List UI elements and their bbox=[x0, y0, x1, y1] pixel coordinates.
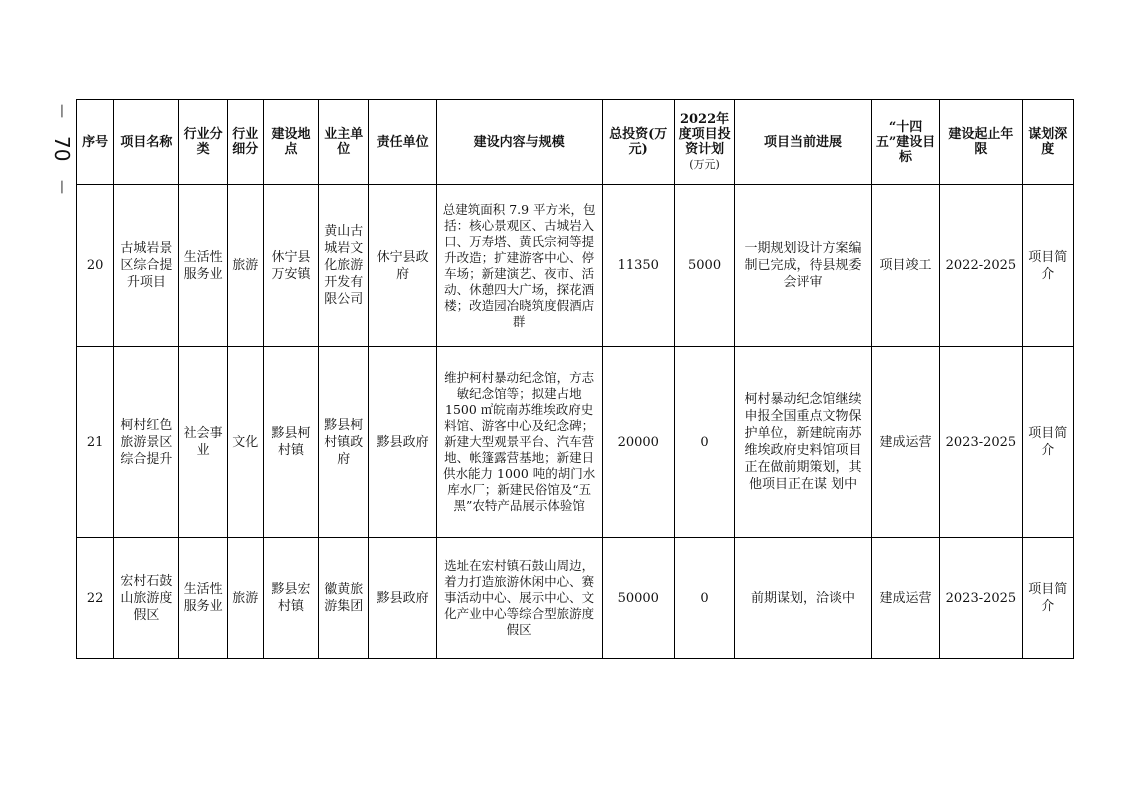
page-number bbox=[44, 104, 80, 194]
header-progress: 项目当前进展 bbox=[735, 100, 872, 185]
header-depth: 谋划深度 bbox=[1022, 100, 1073, 185]
header-seq: 序号 bbox=[77, 100, 114, 185]
header-responsible: 责任单位 bbox=[369, 100, 436, 185]
cell-period: 2023-2025 bbox=[940, 538, 1022, 659]
table-header-row bbox=[77, 100, 1074, 185]
cell-responsible: 黟县政府 bbox=[369, 538, 436, 659]
cell-sub-industry: 旅游 bbox=[227, 538, 263, 659]
cell-goal: 建成运营 bbox=[871, 538, 939, 659]
cell-plan-2022: 5000 bbox=[674, 185, 734, 347]
cell-name: 古城岩景区综合提升项目 bbox=[114, 185, 179, 347]
cell-seq: 22 bbox=[77, 538, 114, 659]
cell-owner: 黄山古城岩文化旅游开发有限公司 bbox=[319, 185, 369, 347]
header-name: 项目名称 bbox=[114, 100, 179, 185]
cell-location: 黟县柯村镇 bbox=[263, 347, 318, 538]
header-plan-2022-unit: (万元) bbox=[689, 158, 720, 171]
cell-content: 维护柯村暴动纪念馆，方志敏纪念馆等；拟建占地 1500 ㎡皖南苏维埃政府史料馆、游客中心及纪念碑；新建大型观景平台、汽车营地、帐篷露营基地；新建日供水能力 1000 吨的胡门水库水厂；新建民俗馆及“五黑”农特产品展示体验馆 bbox=[436, 347, 602, 538]
header-total-investment: 总投资(万元) bbox=[602, 100, 674, 185]
cell-owner: 黟县柯村镇政府 bbox=[319, 347, 369, 538]
header-goal: “十四五”建设目标 bbox=[871, 100, 939, 185]
header-location: 建设地点 bbox=[263, 100, 318, 185]
cell-period: 2023-2025 bbox=[940, 347, 1022, 538]
cell-goal: 建成运营 bbox=[871, 347, 939, 538]
cell-industry: 社会事业 bbox=[179, 347, 227, 538]
header-plan-2022-main: 2022年度项目投资计划 bbox=[678, 112, 731, 157]
cell-responsible: 休宁县政府 bbox=[369, 185, 436, 347]
cell-plan-2022: 0 bbox=[674, 538, 734, 659]
header-content: 建设内容与规模 bbox=[436, 100, 602, 185]
cell-depth: 项目简介 bbox=[1022, 185, 1073, 347]
header-sub-industry: 行业细分 bbox=[227, 100, 263, 185]
cell-sub-industry: 文化 bbox=[227, 347, 263, 538]
cell-industry: 生活性服务业 bbox=[179, 538, 227, 659]
cell-seq: 21 bbox=[77, 347, 114, 538]
page-number-dash-bottom: — bbox=[54, 179, 70, 194]
table-row bbox=[77, 347, 1074, 538]
cell-industry: 生活性服务业 bbox=[179, 185, 227, 347]
table-row bbox=[77, 538, 1074, 659]
cell-responsible: 黟县政府 bbox=[369, 347, 436, 538]
cell-sub-industry: 旅游 bbox=[227, 185, 263, 347]
cell-total-investment: 20000 bbox=[602, 347, 674, 538]
cell-owner: 徽黄旅游集团 bbox=[319, 538, 369, 659]
cell-goal: 项目竣工 bbox=[871, 185, 939, 347]
cell-location: 休宁县万安镇 bbox=[263, 185, 318, 347]
cell-content: 选址在宏村镇石鼓山周边，着力打造旅游休闲中心、赛事活动中心、展示中心、文化产业中心等综合型旅游度假区 bbox=[436, 538, 602, 659]
cell-progress: 前期谋划，洽谈中 bbox=[735, 538, 872, 659]
header-industry: 行业分类 bbox=[179, 100, 227, 185]
cell-name: 宏村石鼓山旅游度假区 bbox=[114, 538, 179, 659]
header-owner: 业主单位 bbox=[319, 100, 369, 185]
cell-period: 2022-2025 bbox=[940, 185, 1022, 347]
header-period: 建设起止年限 bbox=[940, 100, 1022, 185]
page-number-value: 70 bbox=[50, 136, 74, 162]
cell-total-investment: 50000 bbox=[602, 538, 674, 659]
cell-seq: 20 bbox=[77, 185, 114, 347]
project-table bbox=[76, 99, 1074, 659]
cell-depth: 项目简介 bbox=[1022, 347, 1073, 538]
cell-plan-2022: 0 bbox=[674, 347, 734, 538]
header-plan-2022 bbox=[674, 100, 734, 185]
page-number-dash-top: — bbox=[54, 104, 70, 118]
cell-content: 总建筑面积 7.9 平方米，包括：核心景观区、古城岩入口、万寿塔、黄氏宗祠等提升改造；扩建游客中心、停车场；新建演艺、夜市、活动、休憩四大广场，探花酒楼；改造园冶晓筑度假酒店群 bbox=[436, 185, 602, 347]
cell-progress: 一期规划设计方案编制已完成，待县规委会评审 bbox=[735, 185, 872, 347]
table-row bbox=[77, 185, 1074, 347]
cell-progress: 柯村暴动纪念馆继续申报全国重点文物保护单位，新建皖南苏维埃政府史料馆项目正在做前期策划，其他项目正在谋 划中 bbox=[735, 347, 872, 538]
cell-location: 黟县宏村镇 bbox=[263, 538, 318, 659]
cell-name: 柯村红色旅游景区综合提升 bbox=[114, 347, 179, 538]
cell-total-investment: 11350 bbox=[602, 185, 674, 347]
cell-depth: 项目简介 bbox=[1022, 538, 1073, 659]
